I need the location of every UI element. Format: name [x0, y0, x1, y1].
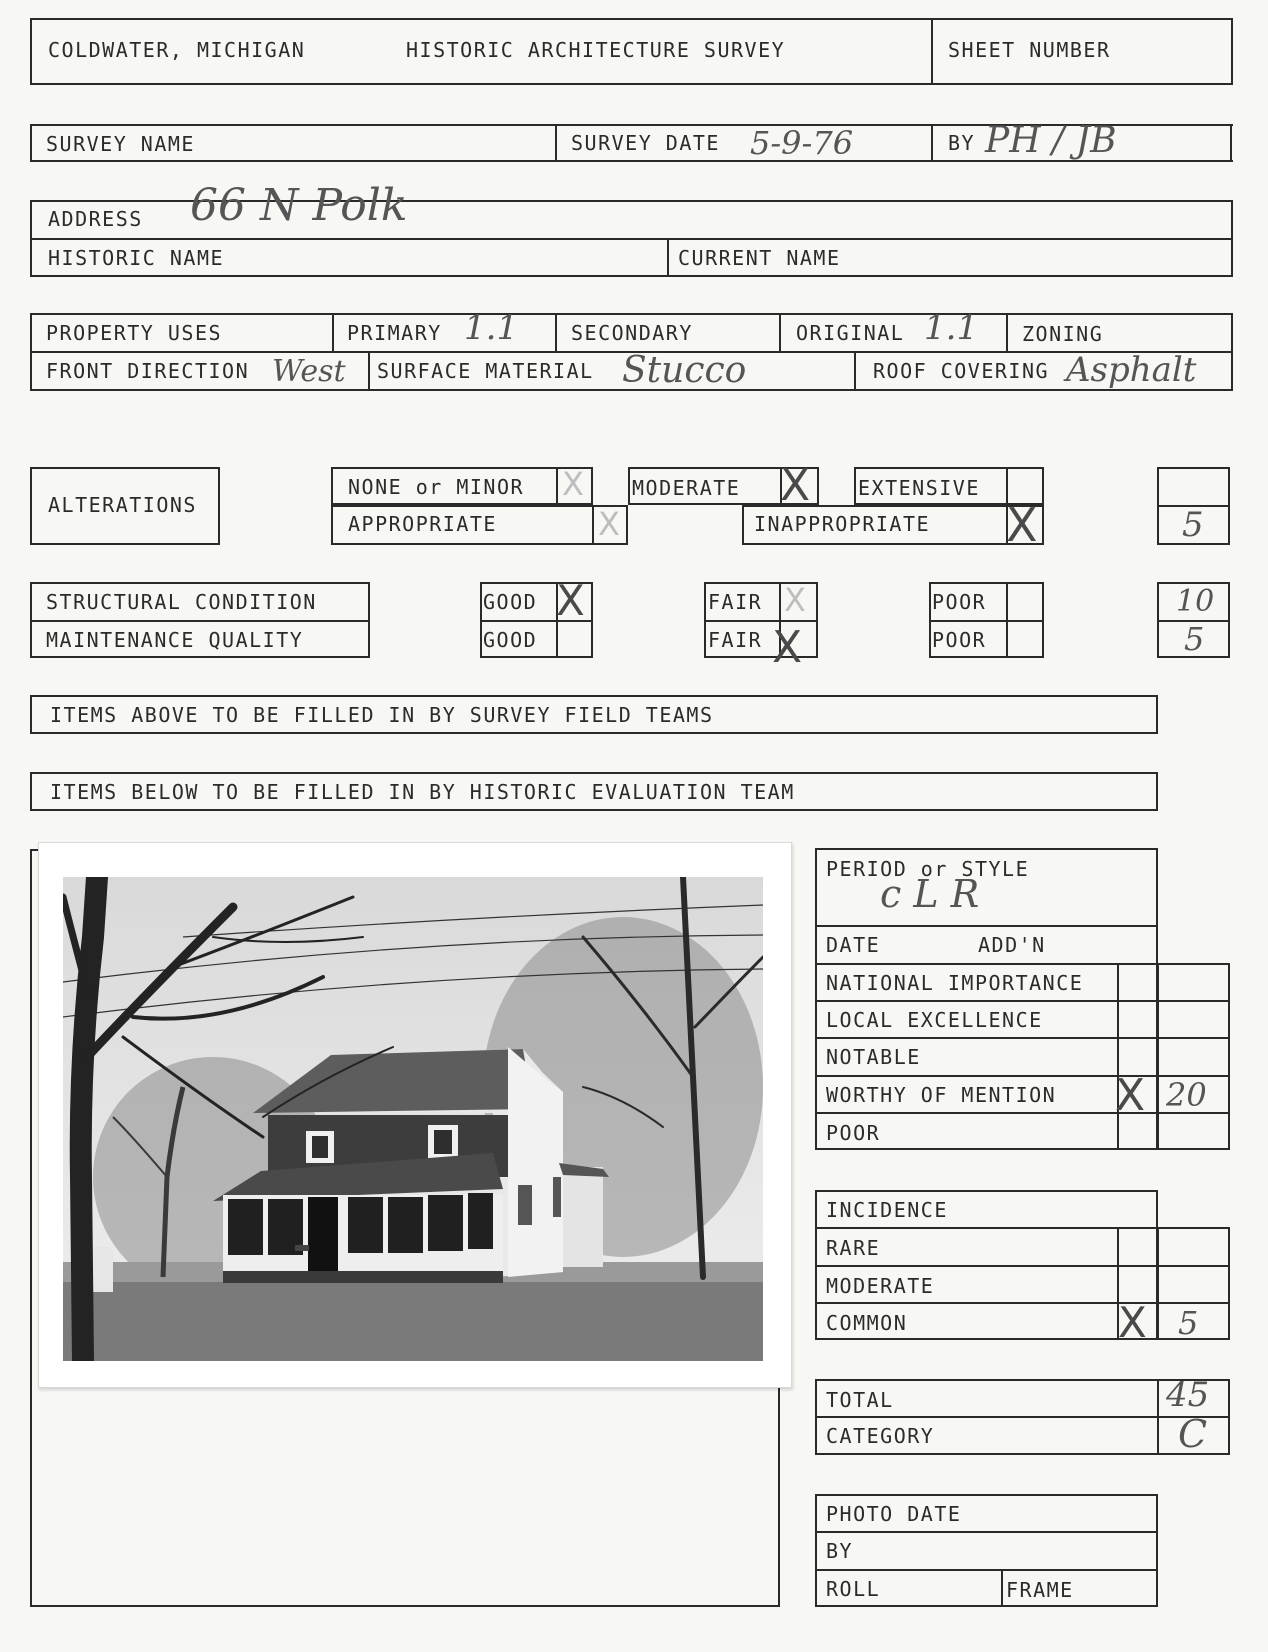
photo-by-label: BY: [826, 1539, 854, 1563]
alt-inappropriate-label: INAPPROPRIATE: [754, 512, 931, 536]
original-label: ORIGINAL: [796, 321, 905, 345]
maintenance-good-label: GOOD: [483, 628, 538, 652]
frame-label: FRAME: [1006, 1578, 1074, 1602]
incidence-label: INCIDENCE: [826, 1198, 948, 1222]
house-photo: [63, 877, 763, 1361]
total-value: 45: [1166, 1375, 1210, 1415]
roof-covering-value: Asphalt: [1066, 350, 1197, 390]
maintenance-fair-label: FAIR: [708, 628, 763, 652]
alt-none-minor-mark: X: [562, 465, 584, 503]
notable-label: NOTABLE: [826, 1045, 921, 1069]
structural-good-label: GOOD: [483, 590, 538, 614]
survey-date-value: 5-9-76: [750, 124, 854, 162]
common-mark: X: [1118, 1298, 1147, 1347]
alt-appropriate-mark: X: [598, 505, 620, 543]
survey-name-label: SURVEY NAME: [46, 132, 195, 156]
front-direction-value: West: [272, 354, 346, 389]
surface-material-value: Stucco: [622, 350, 747, 391]
alterations-score: 5: [1182, 505, 1204, 545]
rare-label: RARE: [826, 1236, 881, 1260]
date-label: DATE: [826, 933, 881, 957]
primary-value: 1.1: [464, 308, 519, 348]
note-below: ITEMS BELOW TO BE FILLED IN BY HISTORIC EVALUATION TEAM: [50, 780, 795, 804]
alt-moderate-mark: X: [780, 460, 811, 511]
survey-by-label: BY: [948, 131, 976, 155]
alt-appropriate-label: APPROPRIATE: [348, 512, 497, 536]
alterations-label: ALTERATIONS: [48, 493, 197, 517]
roof-covering-label: ROOF COVERING: [873, 359, 1050, 383]
structural-fair-label: FAIR: [708, 590, 763, 614]
survey-date-label: SURVEY DATE: [571, 131, 720, 155]
evaluation-poor-label: POOR: [826, 1121, 881, 1145]
addn-label: ADD'N: [978, 933, 1046, 957]
period-style-value: c L R: [880, 872, 980, 916]
survey-title: HISTORIC ARCHITECTURE SURVEY: [406, 38, 786, 62]
evaluation-score-column: [1117, 963, 1230, 1150]
structural-condition-label: STRUCTURAL CONDITION: [46, 590, 317, 614]
note-above: ITEMS ABOVE TO BE FILLED IN BY SURVEY FIELD TEAMS: [50, 703, 714, 727]
maintenance-quality-label: MAINTENANCE QUALITY: [46, 628, 304, 652]
period-style-label: PERIOD or STYLE: [826, 857, 1030, 881]
photo-date-label: PHOTO DATE: [826, 1502, 962, 1526]
common-label: COMMON: [826, 1311, 908, 1335]
address-label: ADDRESS: [48, 207, 143, 231]
national-importance-label: NATIONAL IMPORTANCE: [826, 971, 1084, 995]
front-direction-label: FRONT DIRECTION: [46, 359, 250, 383]
roll-label: ROLL: [826, 1577, 881, 1601]
maintenance-score: 5: [1184, 620, 1205, 658]
structural-good-mark: X: [556, 576, 585, 625]
alt-moderate-label: MODERATE: [632, 476, 741, 500]
historic-name-label: HISTORIC NAME: [48, 246, 225, 270]
alt-inappropriate-mark: X: [1006, 498, 1038, 552]
original-value: 1.1: [924, 308, 979, 348]
worthy-of-mention-mark: X: [1115, 1070, 1146, 1121]
maintenance-fair-mark: X: [772, 622, 803, 673]
category-value: C: [1178, 1412, 1208, 1456]
secondary-label: SECONDARY: [571, 321, 693, 345]
alt-none-minor-label: NONE or MINOR: [348, 475, 525, 499]
structural-score: 10: [1176, 584, 1215, 619]
total-label: TOTAL: [826, 1388, 894, 1412]
incidence-moderate-label: MODERATE: [826, 1274, 935, 1298]
property-uses-label: PROPERTY USES: [46, 321, 223, 345]
city-label: COLDWATER, MICHIGAN: [48, 38, 306, 62]
maintenance-poor-label: POOR: [932, 628, 987, 652]
current-name-label: CURRENT NAME: [678, 246, 841, 270]
common-score: 5: [1178, 1304, 1199, 1342]
alt-extensive-label: EXTENSIVE: [858, 476, 980, 500]
sheet-number-label: SHEET NUMBER: [948, 38, 1111, 62]
worthy-of-mention-score: 20: [1166, 1076, 1207, 1114]
local-excellence-label: LOCAL EXCELLENCE: [826, 1008, 1043, 1032]
survey-by-value: PH / JB: [985, 120, 1117, 161]
surface-material-label: SURFACE MATERIAL: [377, 359, 594, 383]
structural-poor-label: POOR: [932, 590, 987, 614]
structural-fair-mark: X: [784, 581, 806, 619]
category-label: CATEGORY: [826, 1424, 935, 1448]
photo-mount: [38, 842, 792, 1388]
zoning-label: ZONING: [1022, 322, 1104, 346]
primary-label: PRIMARY: [347, 321, 442, 345]
address-value: 66 N Polk: [190, 180, 408, 231]
worthy-of-mention-label: WORTHY OF MENTION: [826, 1083, 1057, 1107]
